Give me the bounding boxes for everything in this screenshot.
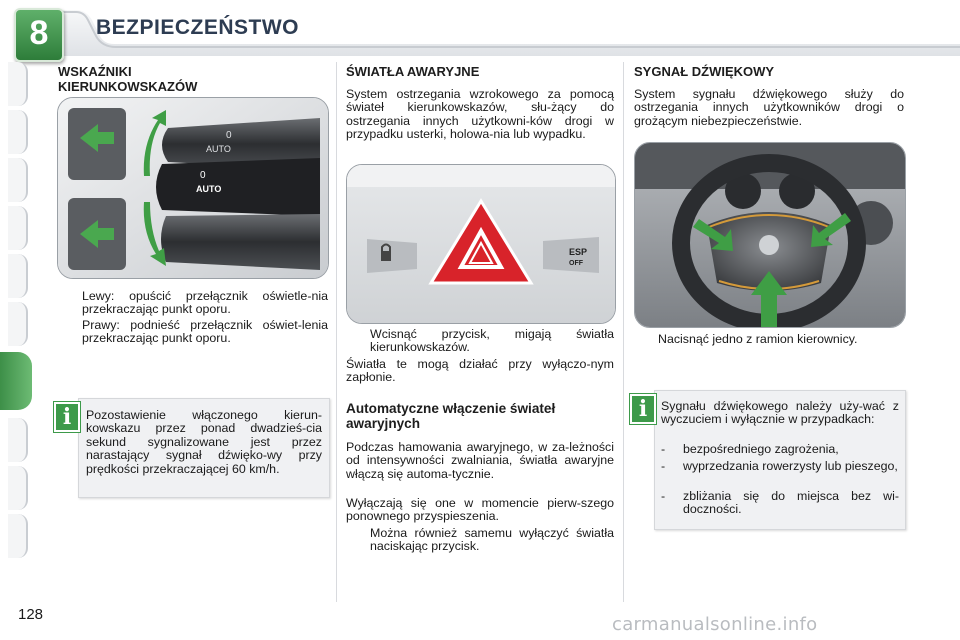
info-text: Sygnału dźwiękowego należy uży-wać z wyczuciem i wyłącznie w przypadkach: [661,399,899,427]
chapter-number: 8 [29,14,49,52]
info-list-text: zbliżania się do miejsca bez wi-doczności. [683,489,899,517]
edge-tab[interactable] [8,62,28,106]
info-list-item [661,460,899,473]
dash-icon: - [661,459,666,473]
hazard-ignition-note: Światła te mogą działać przy wyłączo-nym zapłonie. [346,357,614,385]
info-text: Pozostawienie włączonego kierun-kowskazu przez ponad dwadzieś-cia sekund sygnalizowane jest przez narastający sygnał dźwięko-wy przy prędkości przekraczającej 60 km/h. [86,408,322,476]
section-heading-horn: SYGNAŁ DŹWIĘKOWY [634,64,775,79]
stalk-label-auto: AUTO [206,144,231,154]
info-icon: i [54,402,80,432]
column-divider [623,62,624,602]
section-heading-hazard: ŚWIATŁA AWARYJNE [346,64,480,79]
bullet-right-signal [58,319,328,346]
turn-signal-stalk-illustration [57,97,329,279]
info-list-item [661,443,899,456]
bullet-left-signal [58,290,328,317]
section-heading-turn-signals [58,64,197,94]
hazard-button-illustration [346,164,616,324]
bullet-text: Można również samemu wyłączyć światła naciskając przycisk. [370,526,614,554]
info-list-text: bezpośredniego zagrożenia, [683,442,839,456]
stalk-label-zero-main: 0 [200,170,206,181]
bullet-text: Lewy: opuścić przełącznik oświetle-nia przekraczając punkt oporu. [82,289,328,317]
horn-intro: System sygnału dźwiękowego służy do ostrzegania innych użytkowników drogi o grożącym niebezpieczeństwie. [634,87,904,128]
bullet-text: Wcisnąć przycisk, migają światła kierunkowskazów. [370,327,614,355]
info-box-turn-signal [78,398,330,498]
stalk-label-auto-main: AUTO [196,184,222,194]
page-title: BEZPIECZEŃSTWO [96,16,300,39]
stalk-label-zero: 0 [226,130,232,141]
dash-icon: - [661,442,666,456]
bullet-press-horn [634,333,904,346]
heading-line: WSKAŹNIKI [58,64,132,79]
bullet-manual-off [346,527,614,554]
info-list-item [661,490,899,517]
edge-tab[interactable] [8,110,28,154]
esp-off-label: OFF [569,260,583,267]
edge-tab[interactable] [8,254,28,298]
heading-line: KIERUNKOWSKAZÓW [58,79,198,94]
edge-tab[interactable] [8,418,28,462]
section-heading-auto-hazard: Automatyczne włączenie świateł awaryjnych [346,401,556,431]
chapter-tab-icon [14,8,64,62]
bullet-text: Prawy: podnieść przełącznik oświet-lenia przekraczając punkt oporu. [82,318,328,346]
auto-hazard-off-paragraph: Wyłączają się one w momencie pierw-szego ponownego przyspieszenia. [346,496,614,524]
dash-icon: - [661,489,666,503]
column-divider [336,62,337,602]
bullet-press-hazard [346,328,614,355]
edge-tab[interactable] [8,158,28,202]
edge-tab[interactable] [8,466,28,510]
edge-tab[interactable] [8,206,28,250]
info-list-text: wyprzedzania rowerzysty lub pieszego, [683,459,898,473]
bullet-text: Nacisnąć jedno z ramion kierownicy. [658,332,858,346]
info-box-horn [654,390,906,530]
edge-tab-active[interactable] [0,352,32,410]
edge-tab[interactable] [8,302,28,346]
esp-label: ESP [569,247,588,257]
chapter-edge-tabs [0,62,34,582]
info-icon: i [630,394,656,424]
watermark: carmanualsonline.info [612,614,818,635]
hazard-intro: System ostrzegania wzrokowego za pomocą świateł kierunkowskazów, słu-żący do ostrzegania innych użytkowni-ków drogi w przypadku usterki, holowa-nia lub wypadku. [346,87,614,142]
page-number: 128 [18,606,44,623]
edge-tab[interactable] [8,514,28,558]
auto-hazard-paragraph: Podczas hamowania awaryjnego, w za-leżności od intensywności zwalniania, światła awaryjne włączą się automa-tycznie. [346,440,614,481]
steering-wheel-illustration [634,142,906,328]
